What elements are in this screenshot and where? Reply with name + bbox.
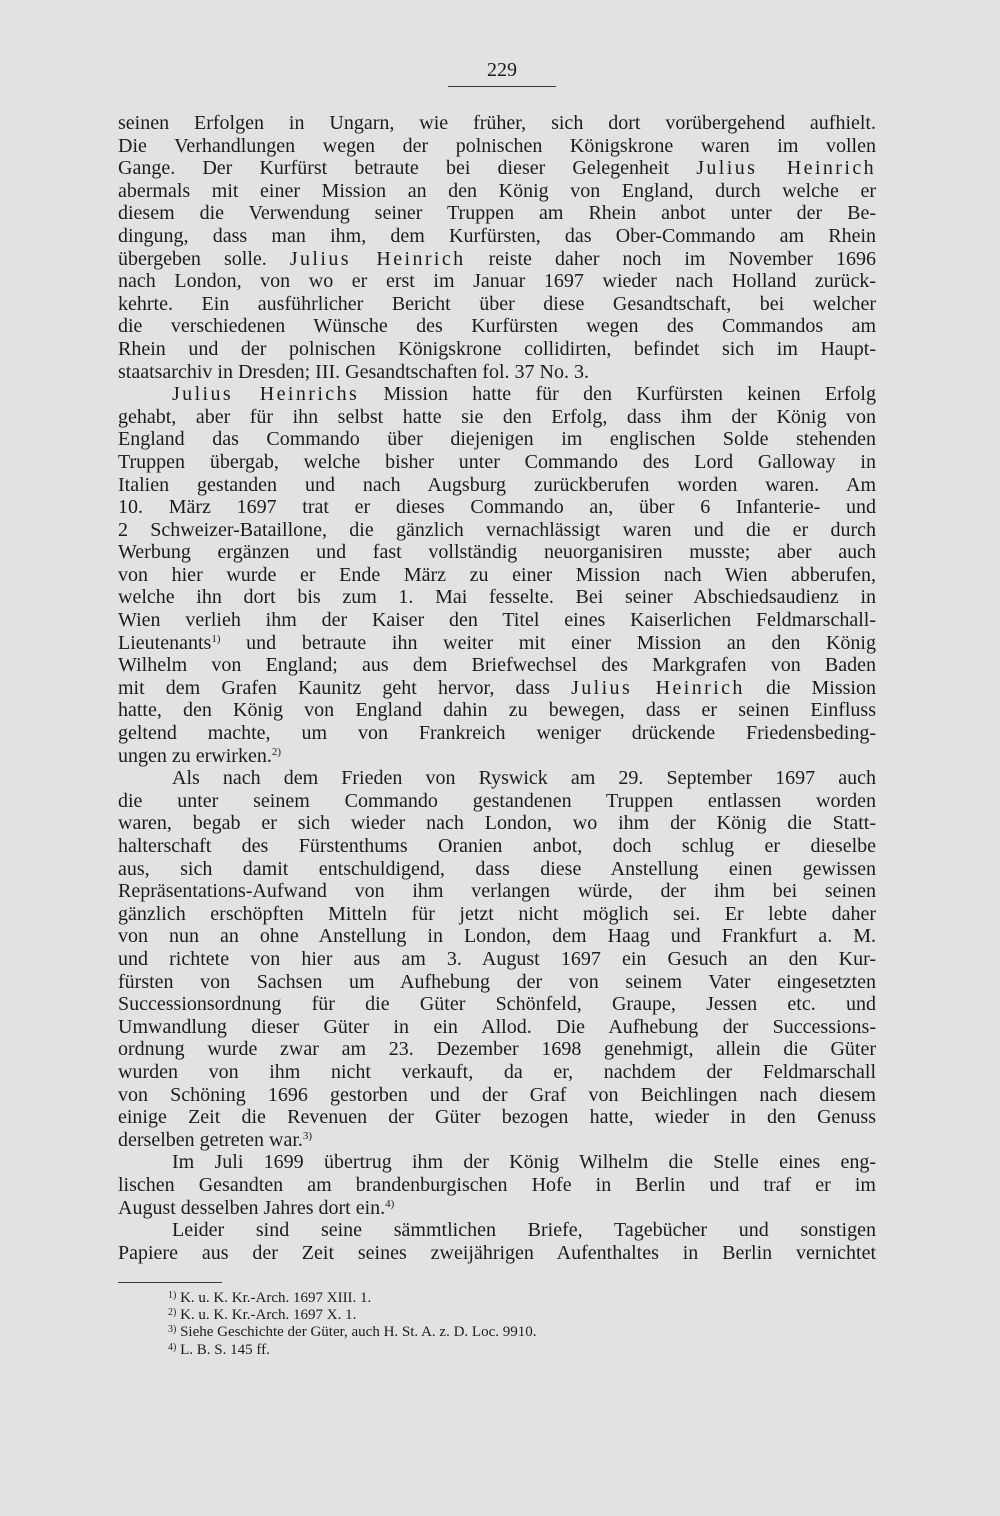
text-line [118, 1016, 876, 1039]
text-segment: lischen Gesandten am brandenburgischen Hofe in Berlin und traf er im [118, 1173, 876, 1196]
text-line [118, 202, 876, 225]
text-line [118, 1219, 876, 1242]
text-line [118, 315, 876, 338]
text-segment: abermals mit einer Mission an den König von England, durch welche er [118, 179, 876, 202]
text-segment: 2 Schweizer-Bataillone, die gänzlich vernachlässigt waren und die er durch [118, 518, 876, 541]
text-segment: Successionsordnung für die Güter Schönfeld, Graupe, Jessen etc. und [118, 993, 876, 1016]
text-line [118, 880, 876, 903]
footnote-reference: 4) [385, 1197, 395, 1210]
text-segment: waren, begab er sich wieder nach London, wo ihm der König die Statt- [118, 812, 876, 835]
text-segment: fürsten von Sachsen um Aufhebung der von seinem Vater eingesetzten [118, 970, 876, 993]
footnote [168, 1324, 868, 1341]
text-segment: gehabt, aber für ihn selbst hatte sie den Erfolg, dass ihm der König von [118, 405, 876, 428]
text-segment: einige Zeit die Revenuen der Güter bezogen hatte, wieder in den Genuss [118, 1106, 876, 1129]
footnote-mark: 1) [168, 1290, 177, 1301]
text-line [118, 948, 876, 971]
spaced-name: Julius Heinrich [696, 157, 877, 180]
footnote-mark: 3) [168, 1324, 177, 1336]
text-line [118, 699, 876, 722]
text-segment: nach London, von wo er erst im Januar 1697 wieder nach Holland zurück- [118, 270, 876, 293]
text-line [118, 858, 876, 881]
footnote-mark: 2) [168, 1307, 177, 1319]
text-segment: Italien gestanden und nach Augsburg zurückberufen worden waren. Am [118, 473, 876, 496]
text-segment: ordnung wurde zwar am 23. Dezember 1698 genehmigt, allein die Güter [118, 1038, 876, 1061]
text-segment: Werbung ergänzen und fast vollständig neuorganisiren musste; aber auch [118, 541, 876, 564]
text-segment: Truppen übergab, welche bisher unter Commando des Lord Galloway in [118, 450, 876, 473]
text-segment: von nun an ohne Anstellung in London, dem Haag und Frankfurt a. M. [118, 925, 876, 948]
footnote-mark: 4) [168, 1341, 177, 1353]
text-line [118, 745, 876, 768]
text-line [118, 338, 876, 361]
text-line [118, 564, 876, 587]
text-segment: kehrte. Ein ausführlicher Bericht über diese Gesandtschaft, bei welcher [118, 292, 876, 315]
text-line [118, 451, 876, 474]
text-segment: Repräsentations-Aufwand von ihm verlangen würde, der ihm bei seinen [118, 880, 876, 903]
text-line [118, 993, 876, 1016]
text-segment: und richtete von hier aus am 3. August 1697 ein Gesuch an den Kur- [118, 947, 876, 970]
text-line [118, 1084, 876, 1107]
text-line [118, 767, 876, 790]
text-segment: Lieutenants [118, 631, 212, 654]
text-line [118, 225, 876, 248]
footnote-rule [118, 1282, 222, 1283]
text-segment: ungen zu erwirken. [118, 744, 272, 767]
text-segment: Gange. Der Kurfürst betraute bei dieser Gelegenheit [118, 157, 697, 180]
text-segment: Die Verhandlungen wegen der polnischen Königskrone waren im vollen [118, 134, 876, 157]
text-line [118, 180, 876, 203]
text-line [118, 519, 876, 542]
text-segment: 10. März 1697 trat er dieses Commando an, über 6 Infanterie- und [118, 496, 876, 519]
footnote-text: L. B. S. 145 ff. [176, 1341, 270, 1358]
text-segment: England das Commando über diejenigen im englischen Solde stehenden [118, 428, 876, 451]
text-segment: Als nach dem Frieden von Ryswick am 29. September 1697 auch [172, 767, 876, 790]
spaced-name: Julius Heinrichs [172, 383, 360, 406]
spaced-name: Julius Heinrich [571, 676, 745, 699]
footnote [168, 1342, 868, 1359]
text-segment: übergeben solle. [118, 247, 290, 270]
text-segment: welche ihn dort bis zum 1. Mai fesselte. Bei seiner Abschiedsaudienz in [118, 586, 876, 609]
text-line [118, 541, 876, 564]
spaced-name: Julius Heinrich [289, 247, 466, 270]
text-segment: reiste daher noch im November 1696 [465, 247, 877, 270]
text-line [118, 157, 876, 180]
text-line [118, 722, 876, 745]
text-segment: von Schöning 1696 gestorben und der Graf von Beichlingen nach diesem [118, 1083, 876, 1106]
footnotes [168, 1290, 868, 1359]
text-segment: Im Juli 1699 übertrug ihm der König Wilhelm die Stelle eines eng- [172, 1151, 876, 1174]
text-line [118, 406, 876, 429]
text-segment: wurden von ihm nicht verkauft, da er, nachdem der Feldmarschall [118, 1060, 876, 1083]
text-segment: hatte, den König von England dahin zu bewegen, dass er seinen Einfluss [118, 699, 876, 722]
text-segment: seinen Erfolgen in Ungarn, wie früher, sich dort vorübergehend aufhielt. [118, 112, 876, 134]
text-segment: die Mission [744, 676, 876, 699]
text-line [118, 971, 876, 994]
text-segment: Papiere aus der Zeit seines zweijährigen Aufenthaltes in Berlin vernichtet [118, 1241, 876, 1264]
text-line [118, 270, 876, 293]
text-line [118, 496, 876, 519]
text-segment: halterschaft des Fürstenthums Oranien anbot, doch schlug er dieselbe [118, 835, 876, 857]
text-line [118, 248, 876, 271]
text-line [118, 1197, 876, 1220]
text-line [118, 428, 876, 451]
text-line [118, 677, 876, 700]
text-segment: Wilhelm von England; aus dem Briefwechsel des Markgrafen von Baden [118, 654, 876, 677]
text-line [118, 1174, 876, 1197]
text-line [118, 903, 876, 926]
text-line [118, 586, 876, 609]
footnote [168, 1307, 868, 1324]
text-line [118, 383, 876, 406]
text-line [118, 1038, 876, 1061]
text-line [118, 1242, 876, 1265]
text-line [118, 1106, 876, 1129]
text-segment: Mission hatte für den Kurfürsten keinen Erfolg [359, 383, 876, 406]
footnote [168, 1290, 868, 1307]
text-segment: Rhein und der polnischen Königskrone collidirten, befindet sich im Haupt- [118, 337, 876, 360]
text-segment: gänzlich erschöpften Mitteln für jetzt nicht möglich sei. Er lebte daher [118, 902, 876, 925]
text-segment: diesem die Verwendung seiner Truppen am Rhein anbot unter der Be- [118, 202, 876, 225]
text-segment: die unter seinem Commando gestandenen Truppen entlassen worden [118, 789, 876, 812]
footnote-text: Siehe Geschichte der Güter, auch H. St. A. z. D. Loc. 9910. [176, 1324, 537, 1341]
text-line [118, 654, 876, 677]
text-line [118, 609, 876, 632]
footnote-reference: 3) [302, 1129, 313, 1142]
text-line [118, 293, 876, 316]
text-line [118, 112, 876, 135]
text-segment: aus, sich damit entschuldigend, dass diese Anstellung einen gewissen [118, 857, 876, 880]
text-line [118, 1129, 876, 1152]
text-line [118, 632, 876, 655]
text-segment: Wien verlieh ihm der Kaiser den Titel eines Kaiserlichen Feldmarschall- [118, 609, 876, 632]
text-segment: Leider sind seine sämmtlichen Briefe, Tagebücher und sonstigen [172, 1219, 876, 1242]
text-line [118, 135, 876, 158]
text-segment: die verschiedenen Wünsche des Kurfürsten wegen des Commandos am [118, 315, 876, 338]
footnote-text: K. u. K. Kr.-Arch. 1697 X. 1. [176, 1307, 357, 1324]
text-line [118, 925, 876, 948]
text-segment: derselben getreten war. [118, 1128, 303, 1151]
text-line [118, 835, 876, 858]
text-line [118, 474, 876, 497]
page-number-rule [448, 86, 556, 87]
text-segment: geltend machte, um von Frankreich weniger drückende Friedensbeding- [118, 722, 876, 745]
footnote-reference: 2) [271, 745, 281, 758]
body-text [118, 112, 876, 1264]
text-line [118, 1061, 876, 1084]
text-segment: und betraute ihn weiter mit einer Mission an den König [220, 631, 876, 654]
text-segment: dingung, dass man ihm, dem Kurfürsten, das Ober-Commando am Rhein [118, 224, 876, 247]
text-segment: staatsarchiv in Dresden; III. Gesandtschaften fol. 37 No. 3. [118, 360, 589, 383]
text-segment: Umwandlung dieser Güter in ein Allod. Die Aufhebung der Successions- [118, 1015, 876, 1038]
text-line [118, 790, 876, 813]
text-segment: August desselben Jahres dort ein. [118, 1196, 386, 1219]
page-number: 229 [487, 59, 517, 81]
text-line [118, 1151, 876, 1174]
text-line [118, 812, 876, 835]
text-segment: mit dem Grafen Kaunitz geht hervor, dass [118, 676, 572, 699]
text-segment: von hier wurde er Ende März zu einer Mission nach Wien abberufen, [118, 563, 876, 586]
footnote-reference: 1) [211, 632, 221, 645]
footnote-text: K. u. K. Kr.-Arch. 1697 XIII. 1. [176, 1290, 372, 1306]
text-line [118, 361, 876, 384]
